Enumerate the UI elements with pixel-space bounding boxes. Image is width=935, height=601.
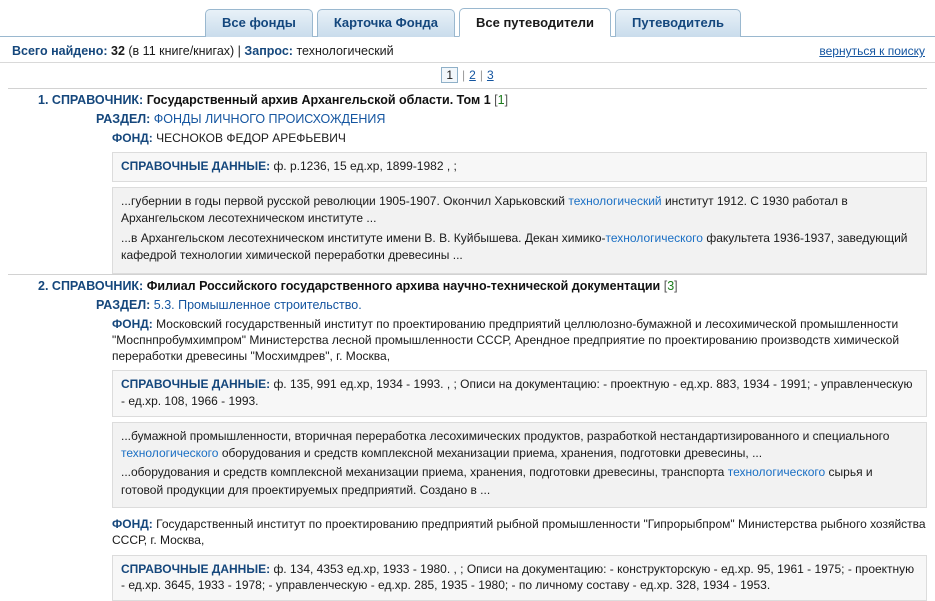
fond-label: ФОНД:	[112, 517, 153, 532]
result-kind-label: СПРАВОЧНИК:	[51, 278, 144, 293]
snippet-line	[121, 428, 918, 463]
snippet-pre: ...губернии в годы первой русской революции 1905-1907. Окончил Харьковский	[121, 193, 569, 208]
result-hit-count: 1	[497, 93, 505, 107]
fond-line	[96, 314, 927, 367]
section-label: РАЗДЕЛ:	[96, 112, 151, 126]
section-line	[96, 296, 927, 314]
snippet-line	[121, 193, 918, 228]
section-line	[96, 110, 927, 128]
reference-data-label: СПРАВОЧНЫЕ ДАННЫЕ:	[121, 377, 271, 392]
page-2-button[interactable]: 2	[469, 68, 476, 82]
result-item	[8, 88, 927, 274]
search-summary-bar	[0, 37, 935, 63]
found-books: (в 11 книге/книгах)	[128, 44, 235, 58]
reference-data-value: ф. 134, 4353 ед.хр, 1933 - 1980. , ; Описи на документацию: - конструкторскую - ед.хр. 95, 1961 - 1975; - проектную - ед.хр. 3645, 1933 - 1978; - управленческую - ед.хр. 285, 1935 - 1980; - по личному составу - ед.хр. 328, 1934 - 1953.	[121, 561, 915, 593]
snippet-line	[121, 230, 918, 265]
query-label: Запрос:	[244, 44, 293, 58]
fond-line	[96, 128, 927, 148]
snippet-highlight: технологического	[605, 230, 703, 245]
reference-data-card	[112, 555, 927, 601]
snippet-post: оборудования и средств комплексной механизации приема, хранения, подготовки древесины, ...	[218, 446, 763, 461]
result-item	[8, 274, 927, 601]
result-hit-count: 3	[667, 278, 675, 293]
result-body	[8, 296, 927, 601]
snippet-pre: ...оборудования и средств комплексной механизации приема, хранения, подготовки древесины, транспорта	[121, 465, 728, 480]
snippet-pre: ...бумажной промышленности, вторичная переработка лесохимических продуктов, разработкой нестандартизированного и специального	[121, 428, 890, 443]
tab-list	[0, 0, 935, 36]
result-number: 2.	[38, 278, 49, 293]
snippet-highlight: технологический	[568, 193, 662, 208]
fond-line	[96, 508, 927, 550]
tab-all-guides[interactable]: Все путеводители	[459, 8, 611, 37]
snippet-pre: ...в Архангельском лесотехническом институте имени В. В. Куйбышева. Декан химико-	[121, 230, 606, 245]
found-count: 32	[111, 44, 125, 58]
tab-guide[interactable]: Путеводитель	[615, 9, 741, 37]
result-header: 2. СПРАВОЧНИК: Филиал Российского государственного архива научно-технической документации [3]	[8, 274, 927, 296]
pagination: 1 | 2 | 3	[0, 63, 935, 88]
found-label: Всего найдено:	[12, 44, 108, 58]
section-value-link[interactable]: 5.3. Промышленное строительство.	[153, 297, 362, 312]
back-to-search-link[interactable]: вернуться к поиску	[819, 44, 925, 58]
fond-value[interactable]: ЧЕСНОКОВ ФЕДОР АРЕФЬЕВИЧ	[156, 131, 346, 145]
snippet-post: сырья и готовой продукции для проектируемых предприятий. Создано в ...	[121, 465, 873, 497]
summary-divider: |	[237, 44, 241, 58]
snippet-post: факультета 1936-1937, заведующий кафедрой технологии химической переработки древесины ...	[121, 230, 908, 263]
reference-data-label: СПРАВОЧНЫЕ ДАННЫЕ:	[121, 561, 271, 576]
reference-data-card	[112, 370, 927, 417]
snippet-box	[112, 187, 927, 274]
snippet-highlight: технологического	[121, 446, 219, 461]
reference-data-value: ф. 135, 991 ед.хр, 1934 - 1993. , ; Описи на документацию: - проектную - ед.хр. 883, 1934 - 1991; - управленческую - ед.хр. 108, 1966 - 1993.	[121, 377, 913, 408]
reference-data-card	[112, 152, 927, 182]
result-header: 1. СПРАВОЧНИК: Государственный архив Архангельской области. Том 1 [1]	[8, 88, 927, 110]
reference-data-label: СПРАВОЧНЫЕ ДАННЫЕ:	[121, 159, 271, 174]
result-body	[8, 110, 927, 274]
result-title[interactable]: Государственный архив Архангельской области. Том 1	[146, 93, 491, 107]
tab-bar	[0, 0, 935, 37]
page-3-button[interactable]: 3	[486, 68, 494, 82]
fond-label: ФОНД:	[112, 316, 153, 331]
reference-data-value: ф. р.1236, 15 ед.хр, 1899-1982 , ;	[273, 159, 457, 174]
tab-all-funds[interactable]: Все фонды	[205, 9, 313, 37]
fond-label: ФОНД:	[112, 131, 153, 145]
result-title[interactable]: Филиал Российского государственного архива научно-технической документации	[146, 278, 661, 293]
fond-value[interactable]: Государственный институт по проектированию предприятий рыбной промышленности "Гипрорыбпром" Министерства рыбного хозяйства СССР, г. Москва,	[112, 517, 926, 548]
snippet-line	[121, 464, 918, 499]
snippet-box	[112, 422, 927, 509]
query-value: технологический	[296, 44, 394, 58]
section-value-link[interactable]: ФОНДЫ ЛИЧНОГО ПРОИСХОЖДЕНИЯ	[153, 112, 386, 126]
snippet-highlight: технологического	[727, 465, 826, 480]
result-number: 1.	[38, 93, 49, 107]
snippet-post: институт 1912. С 1930 работал в Архангельском лесотехническом институте ...	[121, 193, 848, 226]
page-1-button[interactable]: 1	[441, 67, 458, 83]
result-kind-label: СПРАВОЧНИК:	[51, 93, 144, 107]
tab-fund-card[interactable]: Карточка Фонда	[317, 9, 455, 37]
fond-value[interactable]: Московский государственный институт по проектированию предприятий целлюлозно-бумажной и лесохимической промышленности "Моспнпробумхимпром" Министерства лесной промышленности СССР, Арендное предприятие по проектированию производств химической переработки древесины "Мосхимдрев", г. Москва,	[112, 316, 900, 363]
section-label: РАЗДЕЛ:	[96, 297, 151, 312]
results-list	[0, 88, 935, 601]
